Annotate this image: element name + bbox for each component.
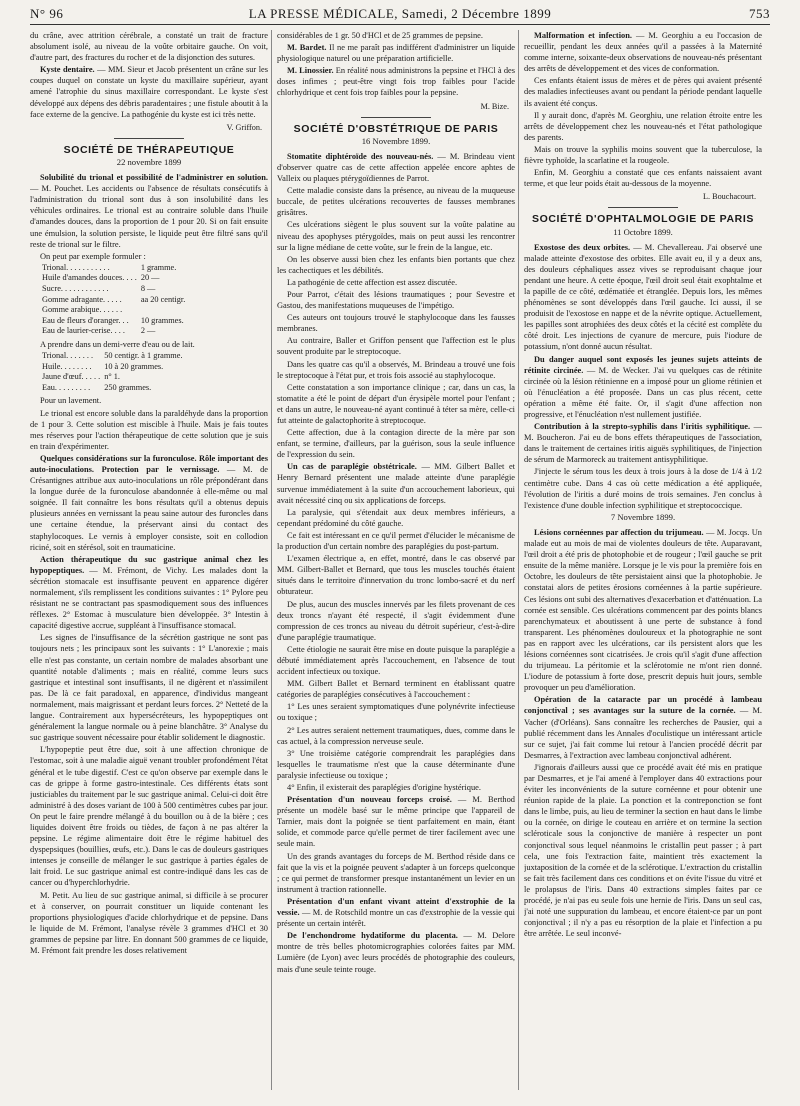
article-title: Lésions cornéennes par affection du trijumeau. bbox=[534, 527, 704, 537]
formula-ingredient: Eau de fleurs d'oranger. . . bbox=[42, 315, 129, 325]
article-authors: — MM. Sieur et Jacob présentent bbox=[94, 65, 213, 75]
article-body: montre un cas d'exstrophie de la vessie qui présente un certain intérêt. bbox=[277, 908, 515, 929]
article-title: Du danger auquel sont exposés les jeunes sujets atteints de rétinite circinée. bbox=[524, 354, 762, 375]
article-forceps bbox=[277, 794, 515, 849]
formula-row bbox=[42, 305, 189, 316]
formula-ingredient: Sucre. . . . . . . . . . . . bbox=[42, 283, 109, 293]
paragraph: Le trional est encore soluble dans la paraldéhyde dans la proportion de 1 pour 3. Cette solution est miscible à l'huile. Mais je fais toutes mes réserves pour l'action thérapeutique de cette solution que je suis en train d'expérimenter. bbox=[30, 408, 268, 451]
paragraph: De plus, aucun des muscles innervés par les filets provenant de ces deux troncs n'ayant été respecté, il s'agit évidemment d'une compression de ces troncs au niveau du détroit supérieur, c'est-à-dire d'une paraplégie traumatique. bbox=[277, 599, 515, 642]
journal-title: LA PRESSE MÉDICALE, Samedi, 2 Décembre 1899 bbox=[248, 6, 552, 21]
paragraph: Cette constatation a son importance clinique ; car, dans un cas, la stomatite a été le point de départ d'un érysipèle mortel pour l'enfant ; et dans un autre, le nouveau-né ayant continué à téter sa mère, celle-ci fut atteinte de galactophorite à streptocoque. bbox=[277, 382, 515, 425]
formula-dose: 10 grammes. bbox=[140, 315, 184, 325]
paragraph: MM. Gilbert Ballet et Bernard terminent en établissant quatre catégories de paraplégies consécutives à l'accouchement : bbox=[277, 679, 515, 700]
list-item: 1° Les unes seraient symptomatiques d'une polynévrite infectieuse ou toxique ; bbox=[277, 702, 515, 723]
formula-ingredient: Gomme arabique. . . . . . bbox=[42, 305, 123, 315]
paragraph: Ces enfants étaient issus de mères et de pères qui avaient présenté des maladies infectieuses avant ou pendant la période pendant laquelle ils avaient été conçus. bbox=[524, 76, 762, 108]
signature: V. Griffon. bbox=[226, 122, 262, 132]
article-authors: — M. Georghiu bbox=[632, 31, 694, 40]
divider bbox=[361, 117, 431, 118]
column-divider bbox=[518, 30, 519, 1090]
formula-row bbox=[42, 383, 187, 394]
article-title: Kyste dentaire. bbox=[40, 65, 95, 75]
paragraph: On peut par exemple formuler : bbox=[40, 251, 146, 261]
formula-ingredient: Huile d'amandes douces. . . . bbox=[42, 273, 137, 283]
article-title: Présentation d'un nouveau forceps croisé. bbox=[287, 795, 452, 805]
article-furonculose bbox=[30, 453, 268, 553]
section-title: SOCIÉTÉ DE THÉRAPEUTIQUE bbox=[63, 143, 235, 156]
formula-table-2 bbox=[42, 351, 187, 393]
section-date: 22 novembre 1899 bbox=[116, 156, 182, 167]
formula-dose: aa 20 centigr. bbox=[140, 294, 186, 304]
paragraph: Pour Parrot, c'était des lésions traumatiques ; pour Sevestre et Gastou, des manifestations muqueuses de l'impétigo. bbox=[277, 289, 515, 311]
article-title: Quelques considérations sur la furonculose. Rôle important des auto-inoculations. Protection par le vernissage. bbox=[30, 453, 268, 474]
article-title: Stomatite diphtéroïde des nouveau-nés. bbox=[287, 151, 434, 161]
column-1 bbox=[30, 30, 268, 1090]
article-malformation bbox=[524, 30, 762, 74]
paragraph: Ce fait est intéressant en ce qu'il permet d'élucider le mécanisme de la production d'un certain nombre des paraplégies du post-partum. bbox=[277, 530, 515, 552]
running-header bbox=[30, 6, 770, 24]
formula-ingredient: Jaune d'œuf. . . . . bbox=[42, 372, 101, 382]
header-rule bbox=[30, 24, 770, 25]
signature: L. Bouchacourt. bbox=[703, 192, 756, 202]
article-title: Malformation et infection. bbox=[534, 31, 632, 40]
article-authors: — M. Brindeau bbox=[433, 151, 495, 161]
article-body: de Vichy. Les malades dont la sécrétion stomacale est insuffisante peuvent en apparence digérer normalement, s'ils remplissent les conditions suivantes : 1° Pylore peu résistant ne se contractant pas spasmodiquement sous des influences réflexes. 2° Estomac à musculature bien développée. 3° Intestin à capacité digestive accrue, suppléant à l'insuffisance stomacal. bbox=[30, 565, 268, 631]
article-body: J'ai vu quelques cas de rétinite circinée où la lésion rétinienne en a imposé pour un gliome rétinien et où l'énucléation a été proposée. Dans un cas plus récent, cette opération a même été faite. Or, il s'agit d'une affection non progressive, et l'énucléation n'est nullement justifiée. bbox=[524, 365, 762, 419]
paragraph: considérables de 1 gr. 50 d'HCl et de 25 grammes de pepsine. bbox=[277, 31, 483, 40]
speech: Il ne me paraît pas indifférent d'administrer un liquide physiologique naturel ou une préparation artificielle. bbox=[277, 43, 515, 64]
article-trional bbox=[30, 172, 268, 250]
article-lesions-corneennes bbox=[524, 527, 762, 693]
formula-ingredient: Eau de laurier-cerise. . . . bbox=[42, 326, 125, 336]
article-title: Exostose des deux orbites. bbox=[534, 242, 631, 252]
formula-row bbox=[42, 263, 189, 274]
paragraph: La paralysie, qui s'étendait aux deux membres inférieurs, a cependant prédominé du côté gauche. bbox=[277, 507, 515, 528]
article-vessie bbox=[277, 896, 515, 929]
paragraph: Un des grands avantages du forceps de M. Berthod réside dans ce fait que la vis et la poignée peuvent s'adapter à un forceps quelconque ; ce qui permet de transformer presque instantanément un levier en un instrument à traction rationnelle. bbox=[277, 851, 515, 894]
paragraph: On les observe aussi bien chez les enfants bien portants que chez les cachectiques et les débilités. bbox=[277, 254, 515, 275]
discussion-linossier bbox=[277, 65, 515, 98]
article-title: Opération de la cataracte par un procédé à lambeau conjonctival ; ses avantages sur la suture de la cornée. bbox=[524, 695, 762, 716]
article-authors: — M. Delore bbox=[457, 931, 515, 941]
formula-ingredient: Huile. . . . . . . . bbox=[42, 361, 92, 371]
article-exostose bbox=[524, 242, 762, 353]
formula-row bbox=[42, 295, 189, 306]
paragraph: L'examen électrique a, en effet, montré, dans le cas observé par MM. Gilbert-Ballet et Bernard, que tous les muscles touchés étaient situés dans le territoire d'innervation du tronc lombo-sacré et du nerf obturateur. bbox=[277, 554, 515, 597]
article-title: Un cas de paraplégie obstétricale. bbox=[287, 462, 417, 472]
paragraph: Enfin, M. Georghiu a constaté que ces enfants naissaient avant terme, et que leur poids était au-dessous de la moyenne. bbox=[524, 168, 762, 189]
divider bbox=[608, 207, 678, 208]
formula-row bbox=[42, 316, 189, 327]
article-authors: — M. de Rotschild bbox=[299, 908, 368, 918]
formula-ingredient: Trional. . . . . . . . . . . bbox=[42, 262, 110, 272]
page-number: 753 bbox=[749, 6, 770, 21]
paragraph: M. Petit. Au lieu de suc gastrique animal, si difficile à se procurer et à conserver, on pourrait constituer un liquide contenant les proportions physiologiques d'acide chlorhydrique et de pepsine. Dans le liquide de M. Frémont, l'analyse révèle 3 grammes d'HCl et 30 grammes de pepsine par litre. En donnant 500 grammes de ce liquide, M. Frémont fait prendre les doses relativement bbox=[30, 890, 268, 955]
article-authors: — M. de Wecker. bbox=[583, 365, 650, 375]
signature: M. Bize. bbox=[480, 101, 509, 111]
article-body: Sans connaître les recherches de Pausier, qui a publié récemment dans les Annales d'oculistique un intéressant article sur ce sujet, j'ai fait comme lui retour à l'ancien procédé décrit par Desmarres, à l'extraction avec lambeau conjonctival adhérent. bbox=[524, 717, 762, 760]
formula-row bbox=[42, 372, 187, 383]
article-authors: — M. Chevallereau. bbox=[630, 242, 704, 252]
formula-ingredient: Trional. . . . . . . bbox=[42, 351, 94, 361]
formula-dose: 20 — bbox=[140, 273, 160, 283]
list-item: 2° Les autres seraient nettement traumatiques, dues, comme dans le cas actuel, à la compression nerveuse seule. bbox=[277, 725, 515, 746]
article-body: aux auto-inoculations un rôle prépondérant dans la longue durée de la furonculose abandonnée à elle-même ou mal soignée. Il fait connaître les bons résultats qu'il a obtenus depuis plusieurs années en vernissant la peau saine autour des furoncles dans une certaine étendue, la préservant ainsi du contact des staphylocoques. Le vernis à employer consiste, soit en collodion riciné, soit en stérésol, soit en traumaticine. bbox=[30, 476, 268, 552]
list-item: 4° Enfin, il existerait des paraplégies d'origine hystérique. bbox=[287, 783, 481, 792]
article-authors: — M. Berthod bbox=[451, 795, 515, 805]
section-title: SOCIÉTÉ D'OBSTÉTRIQUE DE PARIS bbox=[293, 122, 499, 135]
paragraph: Mais on trouve la syphilis moins souvent que la tuberculose, la fièvre typhoïde, la scarlatine et la rougeole. bbox=[524, 144, 762, 166]
article-body: a eu l'occasion de recueillir, pendant les deux années qu'il a passées à la Maternité comme interne, soixante-deux observations de nouveau-nés présentant des arrêts de développement et des vices de conformation. bbox=[524, 31, 762, 74]
column-divider bbox=[271, 30, 272, 1090]
section-date: 7 Novembre 1899. bbox=[610, 511, 676, 522]
paragraph: Il y aurait donc, d'après M. Georghiu, une relation étroite entre les arrêts de développement chez les nouveau-nés et l'état pathologique des parents. bbox=[524, 110, 762, 142]
article-title: Action thérapeutique du suc gastrique animal chez les hypopeptiques. bbox=[30, 554, 268, 575]
article-authors: — M. Vacher (d'Orléans). bbox=[524, 706, 762, 727]
paragraph: Cette étiologie ne saurait être mise en doute puisque la paraplégie a débuté immédiatement après l'accouchement, en l'absence de tout accident infectieux ou toxique. bbox=[277, 644, 515, 677]
article-authors: — M. Frémont, bbox=[84, 565, 148, 575]
section-date: 11 Octobre 1899. bbox=[613, 226, 673, 237]
paragraph: L'hypopeptie peut être due, soit à une affection chronique de l'estomac, soit à une maladie aiguë venant troubler profondément l'état général et le tube digestif. C'est ce qu'on observe par exemple dans le cas de grippe à forme gastro-intestinale. Ces différents états sont justiciables du traitement par le suc gastrique animal. Celui-ci doit être administré à des doses variant de 100 à 500 centimètres cubes par jour. On peut le faire prendre mélangé à du bouillon ou à de la bière ; ces liquides doivent être froids ou tièdes, de façon à ne pas altérer la pepsine. Le régime alimentaire doit être le régime habituel des dyspepsiques (bouillies, œufs, etc.). Dans le cas de douleurs gastriques intenses je conseille de mélanger le suc gastrique à parties égales de lait froid. Le suc gastrique animal est contre-indiqué dans les cas de cancer ou d'hyperchlorhydrie. bbox=[30, 745, 268, 888]
article-authors: — M. Boucheron. bbox=[524, 422, 762, 443]
article-body: présentent une malade atteinte d'une paraplégie survenue immédiatement à la suite d'un accouchement laborieux, qui avait nécessité cinq ou six applications de forceps. bbox=[277, 473, 515, 505]
article-body: un crâne sur les coupes duquel on constate un kyste du maxillaire supérieur, ayant amené l'atrophie du sinus maxillaire correspondant. Le kyste s'est développé aux dépens des débris paradentaires ; une fistule aboutit à la face externe de la gencive. La pathogénie du kyste est ici très nette. bbox=[30, 65, 268, 119]
article-body: Un malade eut au mois de mai de violentes douleurs de tête. Auparavant, l'œil droit a été pris de photophobie et de rougeur ; l'œil gauche se prit ensuite de la même manière. Lorsque je le vis pour la première fois en Octobre, les douleurs de tête persistaient ainsi que la photophobie. Je constatai alors de petites érosions cornéennes à la partie supérieure. Ces lésions ont subi des alternatives d'exacerbation et d'atténuation. La cornée est sensible. Ces ulcérations commencent par des points blancs parenchymateux et aboutissent à une perte de substance à fond transparent. Les phénomènes douloureux et la photographie ne sont pas en rapport avec les ulcérations, car ils persistent alors que les lésions cornéennes sont cicatrisées. Je crois qu'il s'agit d'une affection du trijumeau. La péritomie et la sclérotomie ne m'ont rien donné. L'iodure de potassium à forte dose, prescrit depuis huit jours, semble provoquer un peu d'amélioration. bbox=[524, 527, 762, 693]
formula-dose: n° 1. bbox=[104, 372, 120, 382]
article-title: De l'enchondrome hydatiforme du placenta. bbox=[287, 931, 458, 941]
discussion-bardet bbox=[277, 42, 515, 64]
article-authors: — M. de Crésantignes attribue bbox=[30, 464, 268, 486]
paragraph: La pathogénie de cette affection est assez discutée. bbox=[287, 277, 458, 287]
formula-dose: 1 gramme. bbox=[140, 262, 177, 272]
paragraph: Dans les quatre cas qu'il a observés, M. Brindeau a trouvé une fois le streptocoque à l'état pur, et trois fois associé au staphylocoque. bbox=[277, 359, 515, 380]
speech: En réalité nous administrons la pepsine et l'HCl à des doses infimes ; peut-être vingt fois trop faibles pour l'acide chlorhydrique et cent fois trop faibles pour la pepsine. bbox=[277, 66, 515, 98]
paragraph: Ces auteurs ont toujours trouvé le staphylocoque dans les fausses membranes. bbox=[277, 313, 515, 334]
article-body: vient d'observer quatre cas de cette affection appelée encore aphtes de Valleix ou plaques ptérygoïdiennes de Parrot. bbox=[277, 151, 515, 184]
formula-row bbox=[42, 362, 187, 373]
issue-number: N° 96 bbox=[30, 6, 64, 21]
formula-dose: 50 centigr. à 1 gramme. bbox=[104, 351, 183, 361]
article-retinite bbox=[524, 354, 762, 421]
article-title: Contribution à la strepto-syphilis dans l'iritis syphilitique. bbox=[534, 422, 751, 432]
formula-table-1 bbox=[42, 263, 189, 337]
formula-dose: 10 à 20 grammes. bbox=[104, 361, 164, 371]
paragraph: Les signes de l'insuffisance de la sécrétion gastrique ne sont pas toujours nets ; les principaux sont les suivants : 1° L'anorexie ; mais elle n'est pas constante, un certain nombre de malades absorbant une quantité notable d'aliments ; mais en réalité, comme leurs sucs gastrique et intestinal sont insuffisants, il ne digèrent et n'assimilent pas. De là ce fait paradoxal, en apparence, d'individus mangeant normalement, mais maigrissant et perdant leurs forces. 2° Netteté de la langue. Contrairement aux hypersécréteurs, les hypopeptiques ont généralement la langue normale ou à peine blanchâtre. 3° Analyse du suc gastrique souvent nécessaire pour établir solidement le diagnostic. bbox=[30, 633, 268, 743]
section-date: 16 Novembre 1899. bbox=[361, 135, 431, 146]
divider bbox=[114, 138, 184, 139]
list-item: 3° Une troisième catégorie comprendrait les paraplégies dans lesquelles le traumatisme n'est que la cause déterminante d'une paralysie infectieuse ou toxique ; bbox=[277, 748, 515, 780]
paragraph: Cette maladie consiste dans la présence, au niveau de la muqueuse buccale, de petites ulcérations recouvertes de fausses membranes grisâtres. bbox=[277, 186, 515, 218]
formula-dose bbox=[141, 305, 189, 316]
article-suc-gastrique bbox=[30, 554, 268, 632]
article-kyste bbox=[30, 64, 268, 119]
formula-row bbox=[42, 326, 189, 337]
formula-dose: 250 grammes. bbox=[104, 382, 152, 392]
formula-ingredient: Eau. . . . . . . . . bbox=[42, 382, 91, 392]
paragraph: Au contraire, Baller et Griffon pensent que l'affection est le plus souvent produite par le streptocoque. bbox=[277, 336, 515, 357]
article-placenta bbox=[277, 930, 515, 974]
paragraph: J'ignorais d'ailleurs aussi que ce procédé avait été mis en pratique par Desmarres, et je l'ai amené à l'employer dans 40 extractions pour éviter les inconvénients de la suture cornéenne et pour obtenir une réunion rapide de la plaie. La ponction et la contreponction se font dans le limbe, puis, au lieu de terminer la section en haut dans le limbe ou la cornée, on dirige le couteau en arrière et on termine la section scléroticale sous la conjonctive de manière à respecter un pont conjonctival sous lequel néanmoins le cristallin peut passer ; à part cela, une fois l'extraction faite, maintient très exactement la juxtaposition de la cornée et de la sclérotique. L'extraction du cristallin se fait très facilement dans ces conditions et on évite l'issue du vitré et le prolapsus de l'iris. Dans 40 extractions simples faites par ce procédé, je n'ai pas eu seule fois une hernie de l'iris. Dans un seul cas, j'ai noté une suppuration du lambeau, et encore étaient-ce par un pont conjonctival ; il n'y a pas eu résorption de la plaie et l'infection a pu être arrêtée. Le seul inconvé- bbox=[524, 762, 762, 939]
article-paraplegie bbox=[277, 461, 515, 505]
article-authors: — M. Pouchet. bbox=[30, 184, 84, 194]
article-stomatite bbox=[277, 151, 515, 184]
formula-row bbox=[42, 284, 189, 295]
article-body: présente un modèle basé sur le même principe que l'appareil de Tarnier, mais dont la poignée se tient parfaitement en main, étant solide, et commode parce qu'elle permet de tirer facilement avec une seule main. bbox=[277, 806, 515, 849]
speaker: M. Linossier. bbox=[287, 66, 334, 76]
paragraph: A prendre dans un demi-verre d'eau ou de lait. bbox=[40, 339, 195, 349]
article-title: Présentation d'un enfant vivant atteint d'exstrophie de la vessie. bbox=[277, 896, 515, 918]
speaker: M. Bardet. bbox=[287, 43, 327, 53]
paragraph: Pour un lavement. bbox=[40, 396, 102, 406]
article-cataracte bbox=[524, 694, 762, 761]
paragraph: Cette affection, due à la contagion directe de la mère par son enfant, se termine, d'ailleurs, par la guérison, sous la seule influence de l'expression du sein. bbox=[277, 428, 515, 460]
formula-dose: 2 — bbox=[140, 326, 156, 336]
article-title: Solubilité du trional et possibilité de l'administrer en solution. bbox=[40, 173, 268, 183]
formula-dose: 8 — bbox=[140, 283, 156, 293]
formula-row bbox=[42, 351, 187, 362]
article-body: J'ai observé une malade atteinte d'exostose des orbites. Elle avait eu, il y a deux ans, des douleurs céphaliques assez vives se reproduisant chaque jour pendant une heure. A cette époque, l'œil droit seul était exophtalme et la papille de ce côté, œdématiée et étranglée. Depuis lors, les mêmes phénomènes se sont développés dans l'œil gauche. Ici aussi, il se produisit de l'exostose en nappe et de la névrite optique. Actuellement, les papilles sont atrophiées des deux côtés et la cécité est complète du côté droit. Les injections de cyanure de mercure, puis l'iodure de potassium, n'ont donné aucun résultat. bbox=[524, 242, 762, 352]
column-2 bbox=[277, 30, 515, 1090]
article-authors: — MM. Gilbert Ballet et Henry Bernard bbox=[277, 462, 515, 483]
article-strepto-syphilis bbox=[524, 421, 762, 465]
paragraph: du crâne, avec attrition cérébrale, a constaté un trait de fracture absolument isolé, au niveau de la voûte orbitaire gauche. On voit, d'autre part, des fractures du rocher et de la disjonction des sutures. bbox=[30, 31, 268, 63]
article-authors: — M. Jocqs. bbox=[703, 527, 750, 537]
column-3 bbox=[524, 30, 762, 1090]
paragraph: J'injecte le sérum tous les deux à trois jours à la dose de 1/4 à 1/2 centimètre cube. Dans 4 cas où cette médication a été appliquée, l'évolution de l'iritis a duré moins de trois semaines. J'en conclus à l'existence d'une double infection syphilitique et streptococcique. bbox=[524, 467, 762, 510]
article-body: Les accidents ou l'absence de résultats consécutifs à l'administration du trional sont dus à son insolubilité dans les véhicules ordinaires. Le trional est au contraire soluble dans l'huile d'amandes douces, dans la proportion de 1 pour 20. Si on fait ensuite une émulsion, la solution persiste, le liquide peut être filtré sans qu'il reste de trional sur le filtre. bbox=[30, 184, 268, 249]
article-body: montre de très belles photomicrographies colorées faites par MM. Lumière (de Lyon) avec leurs procédés de photographie des couleurs, mais d'une seule teinte rouge. bbox=[277, 942, 515, 974]
section-title: SOCIÉTÉ D'OPHTALMOLOGIE DE PARIS bbox=[532, 213, 754, 226]
formula-ingredient: Gomme adragante. . . . . bbox=[42, 294, 122, 304]
article-body: J'ai eu de bons effets thérapeutiques de l'association, dans le traitement de certaines iritis aiguës syphilitiques, de l'injection de sérum de Marmoreck au traitement antisyphilitique. bbox=[524, 433, 762, 465]
formula-row bbox=[42, 273, 189, 284]
paragraph: Ces ulcérations siègent le plus souvent sur la voûte palatine au niveau des apophyses ptérygoïdes, mais on peut aussi les rencontrer sur la ligne médiane de cette voûte, sur le frein de la langue, etc. bbox=[277, 220, 515, 252]
